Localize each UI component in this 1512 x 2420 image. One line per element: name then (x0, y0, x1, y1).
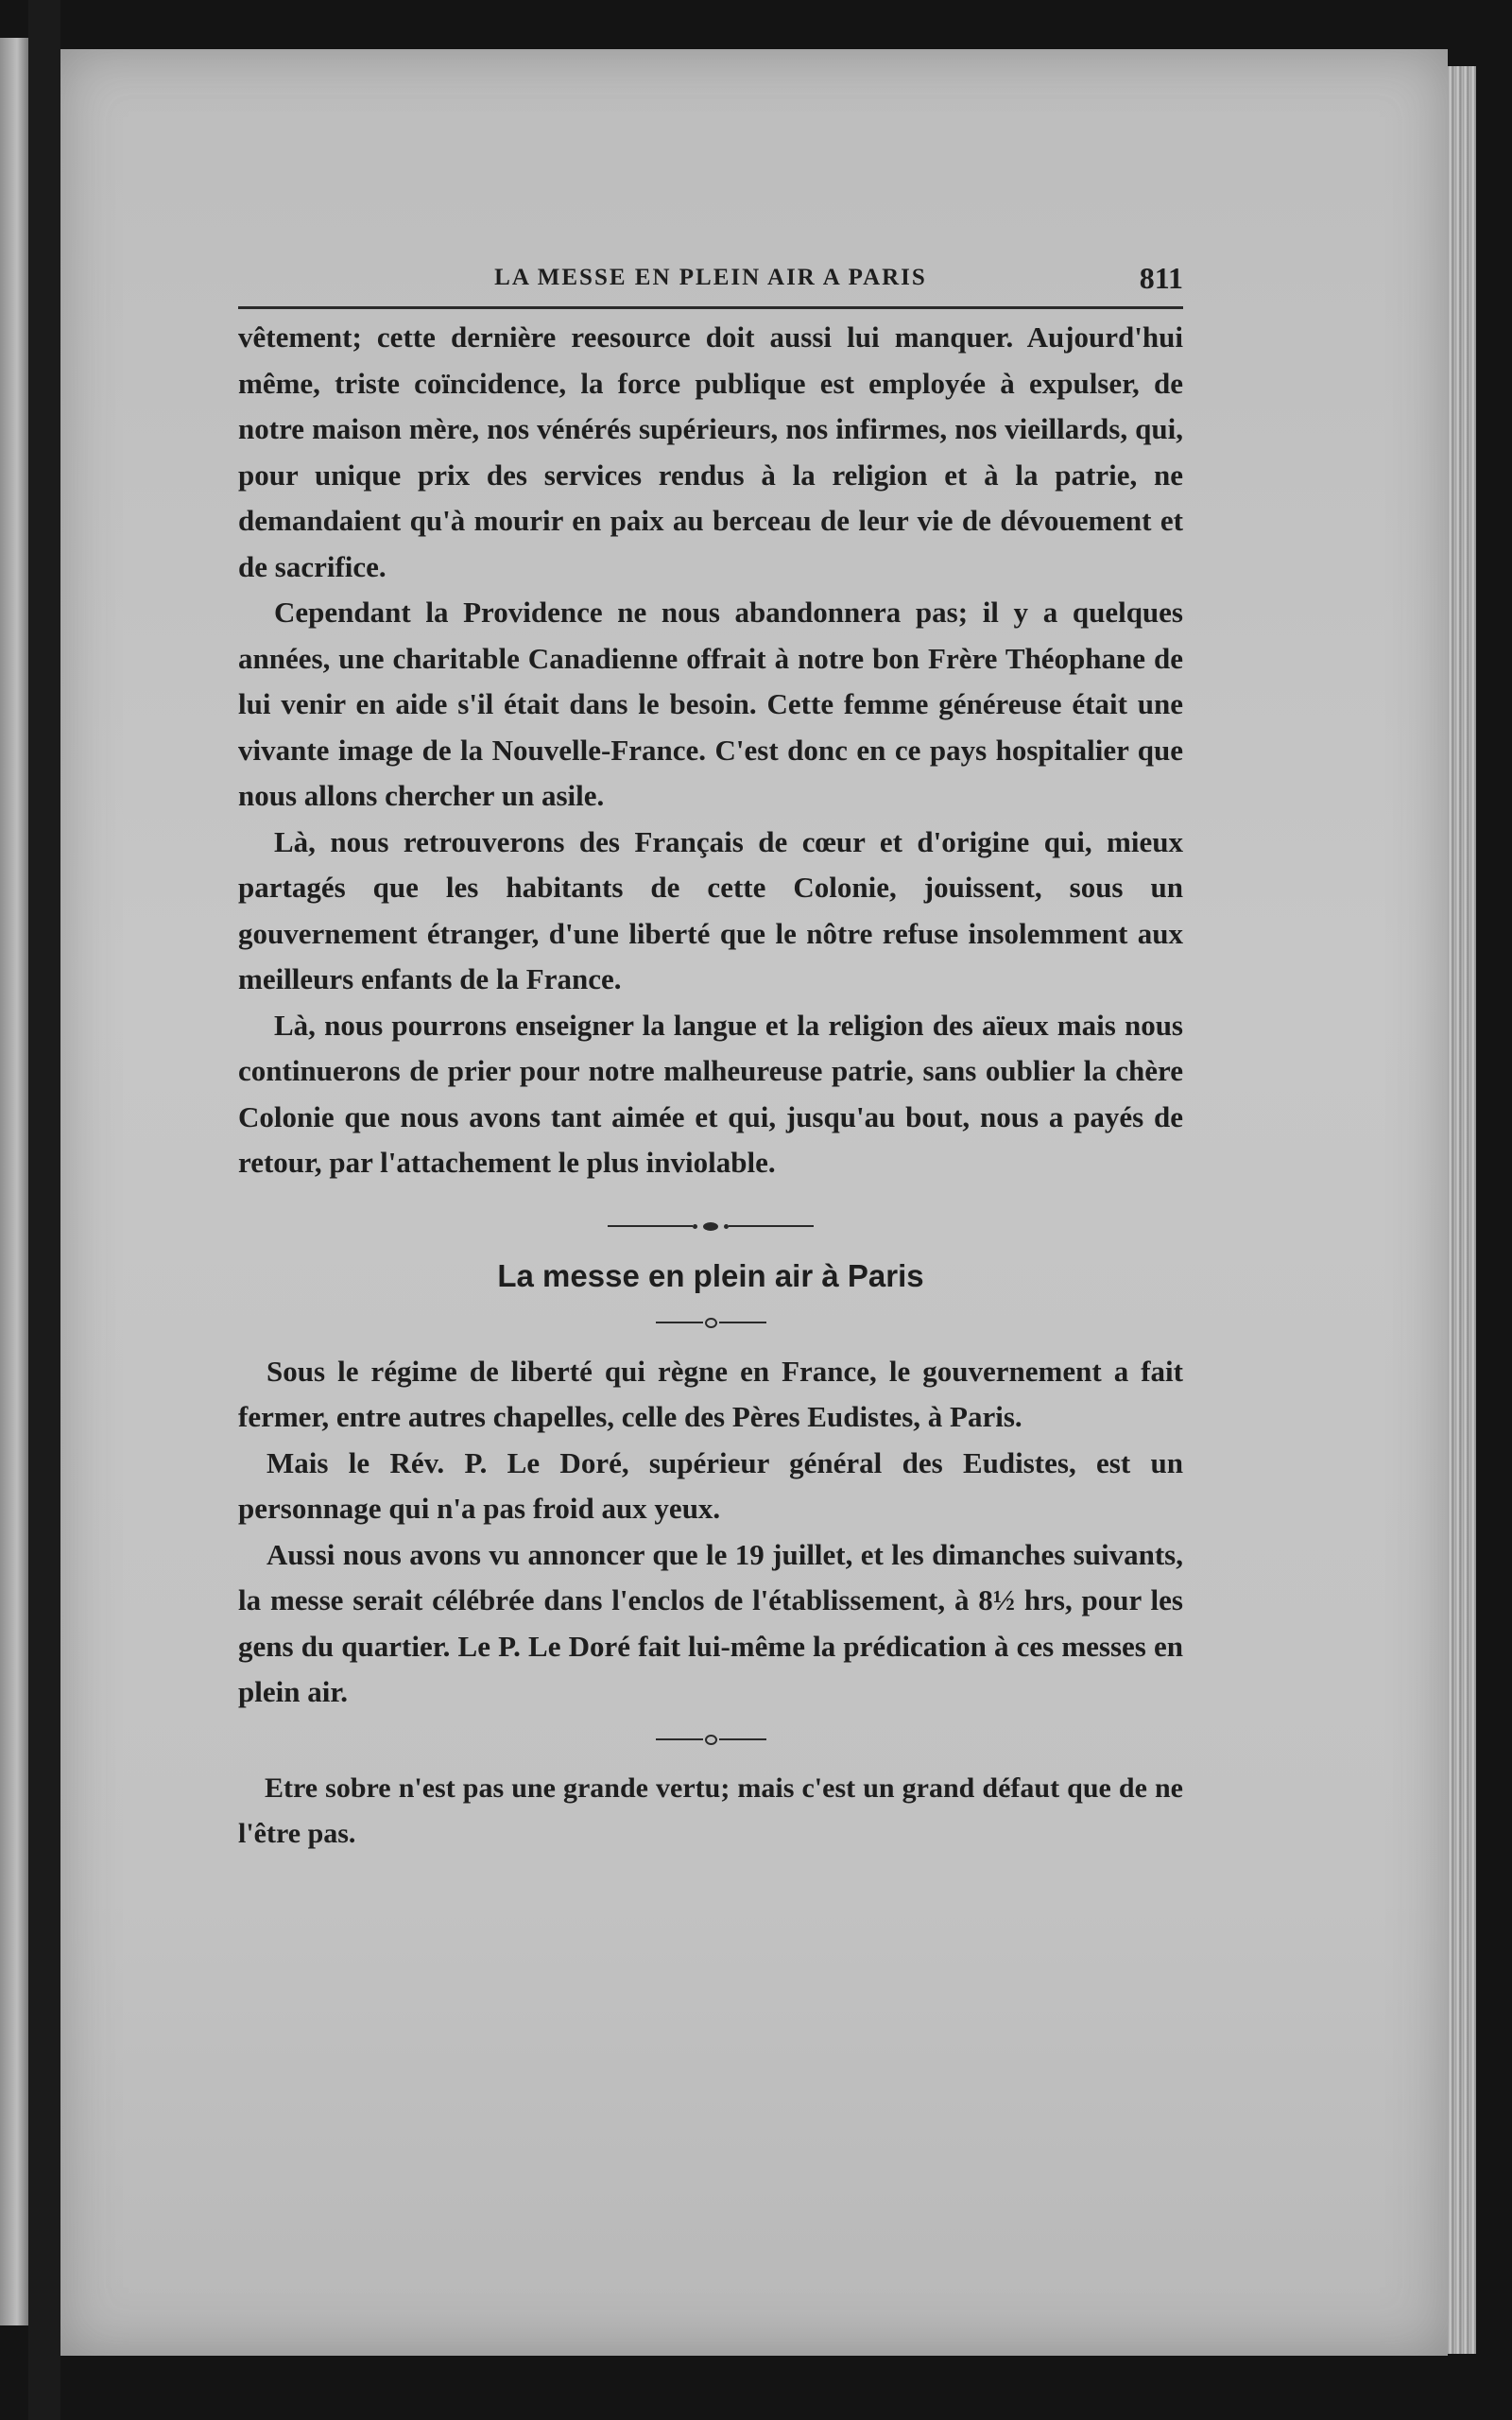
paragraph: vêtement; cette dernière reesource doit aussi lui manquer. Aujourd'hui même, triste coïncidence, la force publique est employée à expulser, de notre maison mère, nos vénérés supérieurs, nos infirmes, nos vieillards, qui, pour unique prix des services rendus à la religion et à la patrie, ne demandaient qu'à mourir en paix au berceau de leur vie de dévouement et de sacrifice. (238, 320, 1183, 583)
paragraph: Là, nous pourrons enseigner la langue et la religion des aïeux mais nous continuerons de prier pour notre malheureuse patrie, sans oublier la chère Colonie que nous avons tant aimée et qui, jusqu'au bout, nous a payés de retour, par l'attachement le plus inviolable. (238, 1008, 1183, 1179)
running-header (238, 253, 1183, 309)
paragraph: Sous le régime de liberté qui règne en France, le gouvernement a fait fermer, entre autres chapelles, celle des Pères Eudistes, à Paris. (238, 1354, 1183, 1433)
maxim (238, 1766, 1183, 1857)
previous-page-edge (0, 38, 28, 2325)
paragraph: Mais le Rév. P. Le Doré, supérieur général des Eudistes, est un personnage qui n'a pas froid aux yeux. (238, 1445, 1183, 1525)
paragraph: Là, nous retrouverons des Français de cœur et d'origine qui, mieux partagés que les habitants de cette Colonie, jouissent, sous un gouvernement étranger, d'une liberté que le nôtre refuse insolemment aux meilleurs enfants de la France. (238, 824, 1183, 995)
section-ornament (238, 1222, 1183, 1231)
page-content (238, 253, 1183, 1857)
second-section (238, 1349, 1183, 1716)
separator (238, 1318, 1183, 1328)
first-section (238, 315, 1183, 1186)
book-gutter (28, 0, 60, 2420)
maxim-text: Etre sobre n'est pas une grande vertu; mais c'est un grand défaut que de ne l'être pas. (238, 1772, 1183, 1849)
paragraph: Aussi nous avons vu annoncer que le 19 juillet, et les dimanches suivants, la messe serait célébrée dans l'enclos de l'établissement, à 8½ hrs, pour les gens du quartier. Le P. Le Doré fait lui-même la prédication à ces messes en plein air. (238, 1537, 1183, 1708)
separator (238, 1735, 1183, 1745)
paragraph: Cependant la Providence ne nous abandonnera pas; il y a quelques années, une charitable Canadienne offrait à notre bon Frère Théophane de lui venir en aide s'il était dans le besoin. Cette femme généreuse était une vivante image de la Nouvelle-France. C'est donc en ce pays hospitalier que nous allons chercher un asile. (238, 596, 1183, 812)
page-number: 811 (1139, 261, 1183, 295)
section-title: La messe en plein air à Paris (497, 1257, 924, 1293)
running-title: LA MESSE EN PLEIN AIR A PARIS (494, 265, 927, 290)
